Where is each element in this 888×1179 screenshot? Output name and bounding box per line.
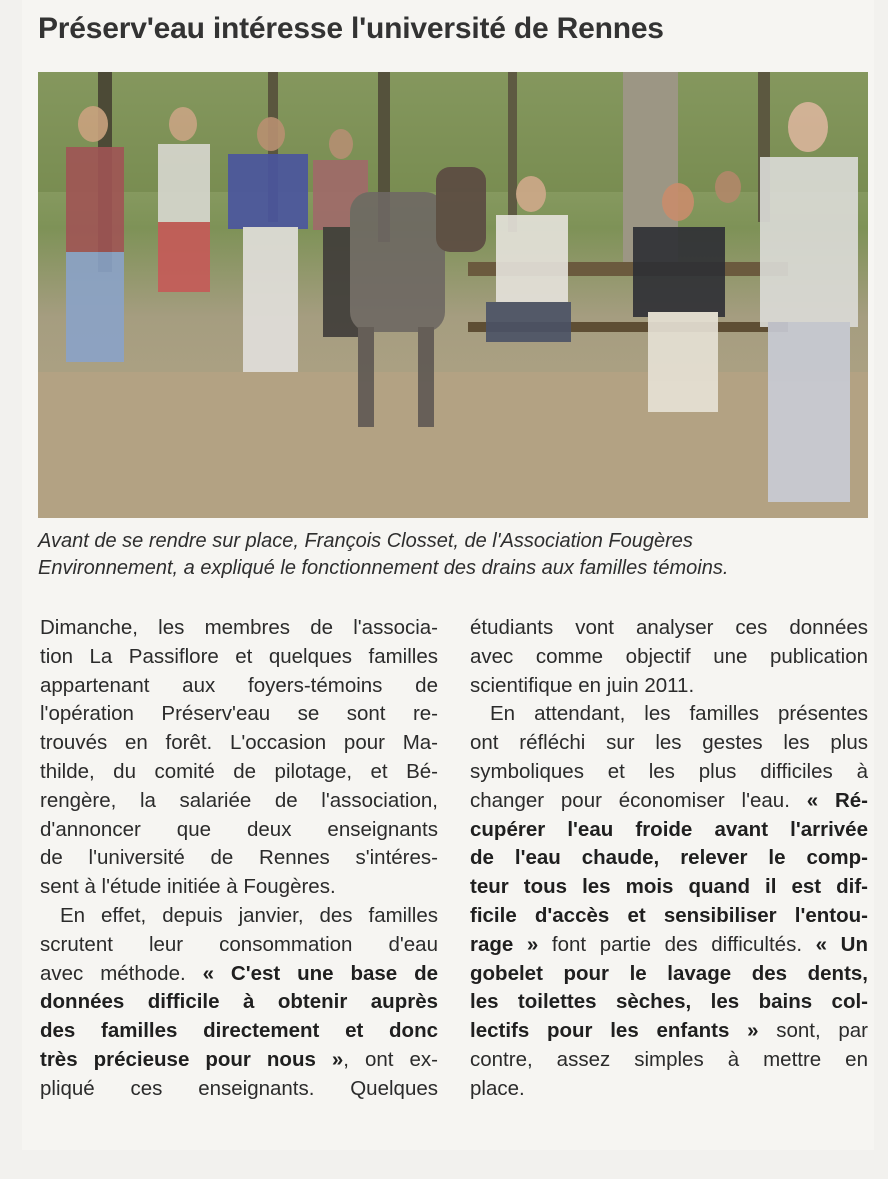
text-line (470, 873, 868, 902)
text-line (470, 988, 868, 1017)
quote-text: rage » (470, 932, 539, 956)
forest-group-photo (38, 72, 868, 518)
body-text: place. (470, 1076, 525, 1100)
caption-line: Avant de se rendre sur place, François Closset, de l'Association Fougères (38, 530, 693, 552)
quote-text: données difficile à obtenir auprès (40, 990, 438, 1014)
body-text: symboliques et les plus difficiles à (470, 759, 868, 783)
text-line (40, 873, 438, 902)
text-line (40, 672, 438, 701)
quote-text: « Ré- (806, 788, 868, 812)
text-line (470, 729, 868, 758)
article-column-left (40, 614, 438, 1104)
body-text: sent à l'étude initiée à Fougères. (40, 875, 336, 899)
text-line (470, 816, 868, 845)
text-line (40, 1017, 438, 1046)
caption-line: Environnement, a expliqué le fonctionnement des drains aux familles témoins. (38, 557, 729, 579)
text-line (40, 988, 438, 1017)
quote-text: ficile d'accès et sensibiliser l'entou- (470, 903, 868, 927)
text-line (40, 816, 438, 845)
body-text: En effet, depuis janvier, des familles (60, 903, 438, 927)
quote-text: cupérer l'eau froide avant l'arrivée (470, 817, 868, 841)
text-line (470, 931, 868, 960)
text-line (470, 643, 868, 672)
text-line (470, 960, 868, 989)
body-text: l'opération Préserv'eau se sont re- (40, 702, 438, 726)
article-column-right (470, 614, 868, 1104)
text-line (470, 672, 868, 701)
body-text: tion La Passiflore et quelques familles (40, 644, 438, 668)
body-text: appartenant aux foyers-témoins de (40, 673, 438, 697)
text-line (40, 700, 438, 729)
body-text: contre, assez simples à mettre en (470, 1047, 868, 1071)
body-text: d'annoncer que deux enseignants (40, 817, 438, 841)
quote-text: les toilettes sèches, les bains col- (470, 990, 868, 1014)
body-text: rengère, la salariée de l'association, (40, 788, 438, 812)
quote-text: des familles directement et donc (40, 1019, 438, 1043)
text-line (40, 902, 438, 931)
text-line (40, 758, 438, 787)
text-line (40, 614, 438, 643)
body-text: thilde, du comité de pilotage, et Bé- (40, 759, 438, 783)
text-line (40, 729, 438, 758)
quote-text: de l'eau chaude, relever le comp- (470, 846, 868, 870)
quote-text: « Un (815, 932, 868, 956)
photo-caption (38, 528, 868, 582)
quote-text: gobelet pour le lavage des dents, (470, 961, 868, 985)
text-line (470, 1075, 868, 1104)
quote-text: « C'est une base de (202, 961, 439, 985)
text-line (470, 787, 868, 816)
text-line (470, 700, 868, 729)
body-text: pliqué ces enseignants. Quelques (40, 1076, 438, 1100)
text-line (40, 931, 438, 960)
body-text: avec comme objectif une publication (470, 644, 868, 668)
quote-text: très précieuse pour nous » (40, 1047, 344, 1071)
text-line (40, 1075, 438, 1104)
text-line (470, 758, 868, 787)
text-line (470, 614, 868, 643)
body-text: changer pour économiser l'eau. (470, 788, 807, 812)
body-text: sont, par (758, 1019, 868, 1043)
text-line (40, 1046, 438, 1075)
body-text: ont réfléchi sur les gestes les plus (470, 731, 868, 755)
text-line (470, 1046, 868, 1075)
text-line (40, 787, 438, 816)
text-line (40, 844, 438, 873)
body-text: scrutent leur consommation d'eau (40, 932, 438, 956)
text-line (470, 1017, 868, 1046)
body-text: de l'université de Rennes s'intéres- (40, 846, 438, 870)
headline: Préserv'eau intéresse l'université de Rennes (38, 12, 664, 45)
quote-text: lectifs pour les enfants » (470, 1019, 759, 1043)
body-text: font partie des difficultés. (538, 932, 816, 956)
quote-text: teur tous les mois quand il est dif- (470, 875, 868, 899)
body-text: trouvés en forêt. L'occasion pour Ma- (40, 731, 438, 755)
body-text: , ont ex- (343, 1047, 438, 1071)
text-line (470, 902, 868, 931)
text-line (40, 960, 438, 989)
body-text: Dimanche, les membres de l'associa- (40, 616, 438, 639)
text-line (470, 844, 868, 873)
article-photo (38, 72, 868, 518)
body-text: scientifique en juin 2011. (470, 673, 695, 697)
body-text: étudiants vont analyser ces données (470, 616, 868, 639)
text-line (40, 643, 438, 672)
body-text: avec méthode. (40, 961, 203, 985)
body-text: En attendant, les familles présentes (490, 702, 868, 726)
